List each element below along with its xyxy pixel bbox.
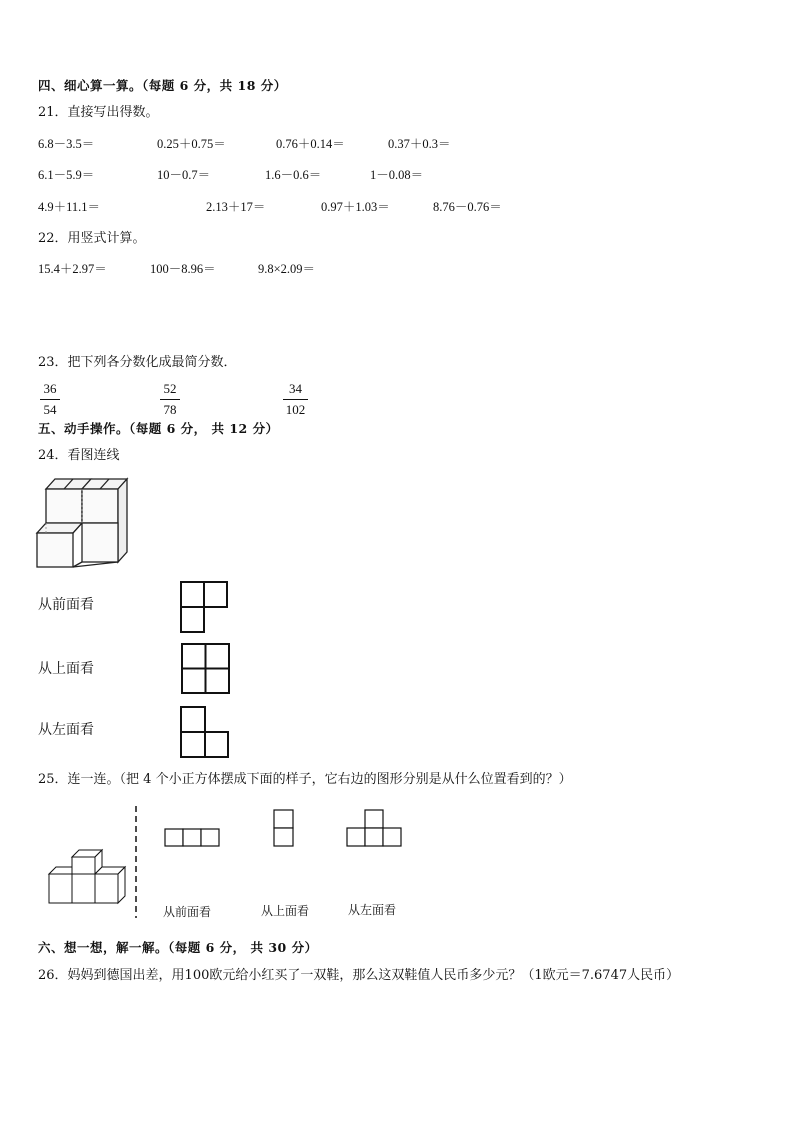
fraction-denominator: 54 <box>43 402 57 417</box>
view-label-top: 从上面看 <box>38 661 94 677</box>
fraction-bar <box>40 399 60 400</box>
dashed-divider <box>134 806 138 918</box>
fraction-bar <box>160 399 180 400</box>
q21-expr: 6.1－5.9＝ <box>38 168 95 182</box>
question-25-prompt: 25．连一连。（把 4 个小正方体摆成下面的样子，它右边的图形分别是从什么位置看到的？） <box>38 772 572 787</box>
q21-expr: 1.6－0.6＝ <box>265 168 322 182</box>
view-label-front: 从前面看 <box>163 905 212 919</box>
q21-expr: 8.76－0.76＝ <box>433 200 502 214</box>
fraction-numerator: 52 <box>163 381 177 396</box>
view-label-left: 从左面看 <box>38 722 94 738</box>
q24-cube-figure <box>36 474 136 572</box>
q25-view-shape-2[interactable] <box>273 809 295 847</box>
fraction <box>160 381 180 418</box>
q24-view-shape-3[interactable] <box>180 706 229 758</box>
question-21-prompt: 21．直接写出得数。 <box>38 105 159 120</box>
question-24-prompt: 24．看图连线 <box>38 448 120 463</box>
q25-view-shape-1[interactable] <box>164 828 221 847</box>
section-4-title: 四、细心算一算。（每题 6 分，共 18 分） <box>38 78 287 93</box>
q21-expr: 0.76＋0.14＝ <box>276 137 345 151</box>
q22-expr: 9.8×2.09＝ <box>258 262 316 276</box>
q21-expr: 1－0.08＝ <box>370 168 424 182</box>
q21-expr: 0.25＋0.75＝ <box>157 137 226 151</box>
q24-view-shape-1[interactable] <box>180 581 228 633</box>
q24-view-shape-2[interactable] <box>181 643 230 694</box>
fraction <box>40 381 60 418</box>
question-22-prompt: 22．用竖式计算。 <box>38 231 146 246</box>
fraction-numerator: 34 <box>289 381 302 396</box>
section-6-title: 六、想一想，解一解。（每题 6 分， 共 30 分） <box>38 940 318 955</box>
q21-expr: 2.13＋17＝ <box>206 200 266 214</box>
question-23-prompt: 23．把下列各分数化成最简分数． <box>38 355 237 370</box>
q21-expr: 0.97＋1.03＝ <box>321 200 390 214</box>
q25-cube-figure <box>46 848 124 906</box>
section-5-title: 五、动手操作。（每题 6 分， 共 12 分） <box>38 421 279 436</box>
fraction-bar <box>283 399 308 400</box>
q21-expr: 0.37＋0.3＝ <box>388 137 451 151</box>
fraction-denominator: 102 <box>285 402 306 417</box>
q25-view-shape-3[interactable] <box>346 809 403 847</box>
q21-expr: 4.9＋11.1＝ <box>38 200 101 214</box>
q21-expr: 10－0.7＝ <box>157 168 211 182</box>
view-label-front: 从前面看 <box>38 597 94 613</box>
q22-expr: 100－8.96＝ <box>150 262 216 276</box>
fraction <box>283 381 308 418</box>
question-26-prompt: 26．妈妈到德国出差，用100欧元给小红买了一双鞋，那么这双鞋值人民币多少元？（1欧元＝7.6747人民币） <box>38 968 680 983</box>
q21-expr: 6.8－3.5＝ <box>38 137 95 151</box>
view-label-top: 从上面看 <box>261 904 310 918</box>
fraction-numerator: 36 <box>43 381 57 396</box>
view-label-left: 从左面看 <box>348 903 397 917</box>
fraction-denominator: 78 <box>163 402 177 417</box>
q22-expr: 15.4＋2.97＝ <box>38 262 107 276</box>
